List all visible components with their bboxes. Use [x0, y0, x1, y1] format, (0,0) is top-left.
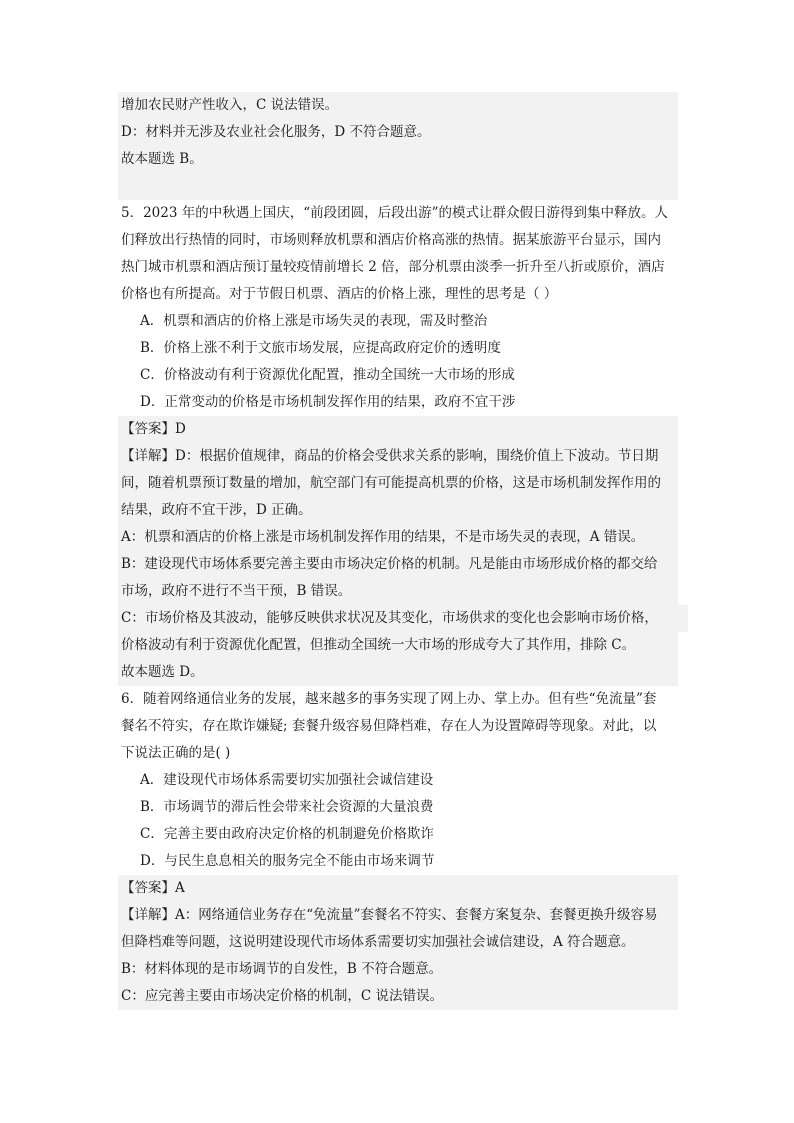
- q6-explanation-line: 但降档难等问题，这说明建设现代市场体系需要切实加强社会诚信建设，A 符合题意。: [118, 929, 678, 956]
- q5-option-d: D．正常变动的价格是市场机制发挥作用的结果，政府不宜干涉: [140, 394, 516, 410]
- q5-option-b: B．价格上涨不利于文旅市场发展，应提高政府定价的透明度: [140, 340, 501, 356]
- prev-explanation-line: D：材料并无涉及农业社会化服务，D 不符合题意。: [118, 119, 678, 146]
- q5-stem-line: 热门城市机票和酒店预订量较疫情前增长 2 倍，部分机票由淡季一折升至八折或原价，酒店: [121, 259, 665, 275]
- q5-explanation-line: C：市场价格及其波动，能够反映供求状况及其变化，市场供求的变化也会影响市场价格，: [118, 605, 688, 632]
- q5-answer: 【答案】D: [118, 416, 678, 443]
- q6-option-d: D．与民生息息相关的服务完全不能由市场来调节: [140, 853, 435, 869]
- q5-conclusion: 故本题选 D。: [118, 659, 678, 686]
- q6-option-c: C．完善主要由政府决定价格的机制避免价格欺诈: [140, 826, 434, 842]
- document-content: [118, 92, 678, 1010]
- q6-stem-line: 下说法正确的是( ): [121, 745, 231, 761]
- q5-explanation-line: 市场，政府不进行不当干预，B 错误。: [118, 578, 678, 605]
- q6-option-b: B．市场调节的滞后性会带来社会资源的大量浪费: [140, 799, 434, 815]
- q5-explanation-line: A：机票和酒店的价格上涨是市场机制发挥作用的结果，不是市场失灵的表现，A 错误。: [118, 524, 678, 551]
- q6-explanation-line: B：材料体现的是市场调节的自发性，B 不符合题意。: [118, 956, 678, 983]
- q5-explanation-line: B：建设现代市场体系要完善主要由市场决定价格的机制。凡是能由市场形成价格的都交给: [118, 551, 678, 578]
- q6-explanation-line: 【详解】A：网络通信业务存在“免流量”套餐名不符实、套餐方案复杂、套餐更换升级容易: [118, 902, 678, 929]
- q6-stem-line: 餐名不符实，存在欺诈嫌疑; 套餐升级容易但降档难，存在人为设置障碍等现象。对此，以: [121, 718, 657, 734]
- q6-explanation-line: C：应完善主要由市场决定价格的机制，C 说法错误。: [118, 983, 678, 1010]
- q5-explanation-line: 【详解】D：根据价值规律，商品的价格会受供求关系的影响，围绕价值上下波动。节日期: [118, 443, 678, 470]
- q6-stem-line: 6．随着网络通信业务的发展，越来越多的事务实现了网上办、掌上办。但有些“免流量”套: [121, 691, 657, 707]
- q6-answer: 【答案】A: [118, 875, 678, 902]
- q5-explanation-line: 结果，政府不宜干涉，D 正确。: [118, 497, 678, 524]
- q5-explanation-line: 价格波动有利于资源优化配置，但推动全国统一大市场的形成夸大了其作用，排除 C。: [118, 632, 678, 659]
- prev-explanation-line: 增加农民财产性收入，C 说法错误。: [118, 92, 678, 119]
- q5-stem-line: 5．2023 年的中秋遇上国庆，“前段团圆，后段出游”的模式让群众假日游得到集中释放。人: [121, 205, 669, 221]
- blank-shaded-line: [118, 173, 678, 200]
- q6-option-a: A．建设现代市场体系需要切实加强社会诚信建设: [140, 772, 434, 788]
- prev-conclusion: 故本题选 B。: [118, 146, 678, 173]
- q5-explanation-line: 间，随着机票预订数量的增加，航空部门有可能提高机票的价格，这是市场机制发挥作用的: [118, 470, 678, 497]
- q5-option-a: A．机票和酒店的价格上涨是市场失灵的表现，需及时整治: [140, 313, 488, 329]
- q5-option-c: C．价格波动有利于资源优化配置，推动全国统一大市场的形成: [140, 367, 515, 383]
- q5-stem-line: 价格也有所提高。对于节假日机票、酒店的价格上涨，理性的思考是（ ）: [121, 286, 558, 302]
- q5-stem-line: 们释放出行热情的同时，市场则释放机票和酒店价格高涨的热情。据某旅游平台显示，国内: [121, 232, 661, 248]
